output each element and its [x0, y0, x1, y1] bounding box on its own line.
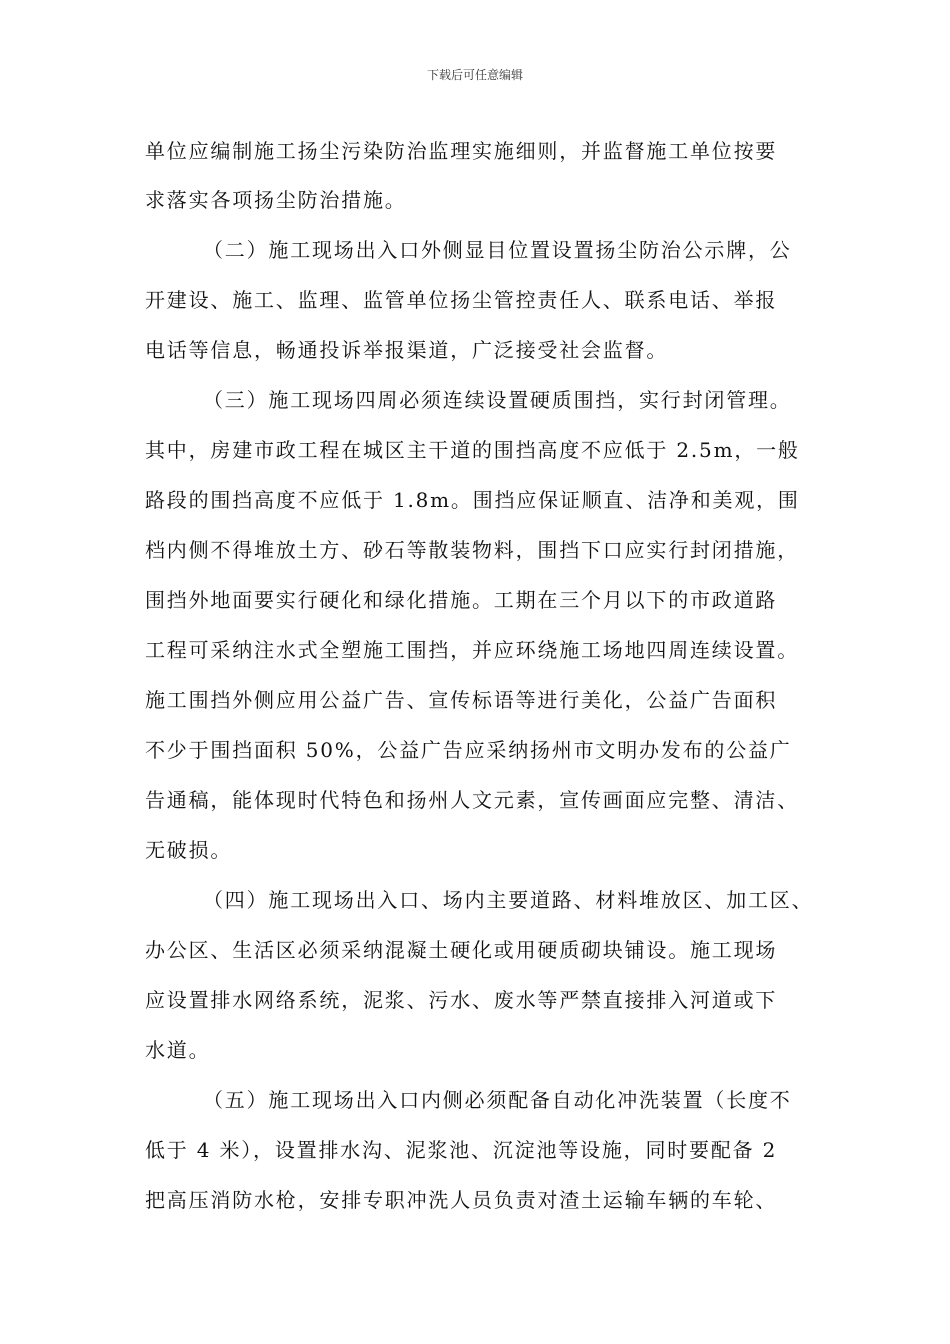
text-line: 开建设、施工、监理、监管单位扬尘管控责任人、联系电话、举报	[145, 288, 778, 312]
paragraph-2-start: （二）施工现场出入口外侧显目位置设置扬尘防治公示牌，公	[203, 238, 792, 262]
page-header: 下载后可任意编辑	[426, 68, 523, 82]
text-line: 告通稿，能体现时代特色和扬州人文元素，宣传画面应完整、清洁、	[145, 788, 799, 812]
text-line: 其中，房建市政工程在城区主干道的围挡高度不应低于 2.5m，一般	[145, 438, 800, 462]
text-line: 档内侧不得堆放土方、砂石等散装物料，围挡下口应实行封闭措施，	[145, 538, 799, 562]
paragraph-4-start: （四）施工现场出入口、场内主要道路、材料堆放区、加工区、	[203, 888, 814, 912]
text-line: 无破损。	[145, 838, 233, 862]
paragraph-5-start: （五）施工现场出入口内侧必须配备自动化冲洗装置（长度不	[203, 1088, 792, 1112]
text-line: 施工围挡外侧应用公益广告、宣传标语等进行美化，公益广告面积	[145, 688, 778, 712]
text-line: 单位应编制施工扬尘污染防治监理实施细则，并监督施工单位按要	[145, 139, 778, 163]
text-line: 求落实各项扬尘防治措施。	[145, 188, 407, 212]
text-line: 电话等信息，畅通投诉举报渠道，广泛接受社会监督。	[145, 338, 669, 362]
text-line: 水道。	[145, 1038, 211, 1062]
paragraph-3-start: （三）施工现场四周必须连续设置硬质围挡，实行封闭管理。	[203, 388, 792, 412]
text-line: 工程可采纳注水式全塑施工围挡，并应环绕施工场地四周连续设置。	[145, 638, 799, 662]
text-line: 围挡外地面要实行硬化和绿化措施。工期在三个月以下的市政道路	[145, 588, 778, 612]
text-line: 把高压消防水枪，安排专职冲洗人员负责对渣土运输车辆的车轮、	[145, 1188, 778, 1212]
text-line: 不少于围挡面积 50%，公益广告应采纳扬州市文明办发布的公益广	[145, 738, 792, 762]
text-line: 路段的围挡高度不应低于 1.8m。围挡应保证顺直、洁净和美观，围	[145, 488, 800, 512]
text-line: 办公区、生活区必须采纳混凝土硬化或用硬质砌块铺设。施工现场	[145, 938, 778, 962]
text-line: 应设置排水网络系统，泥浆、污水、废水等严禁直接排入河道或下	[145, 988, 778, 1012]
text-line: 低于 4 米），设置排水沟、泥浆池、沉淀池等设施，同时要配备 2	[145, 1138, 778, 1162]
